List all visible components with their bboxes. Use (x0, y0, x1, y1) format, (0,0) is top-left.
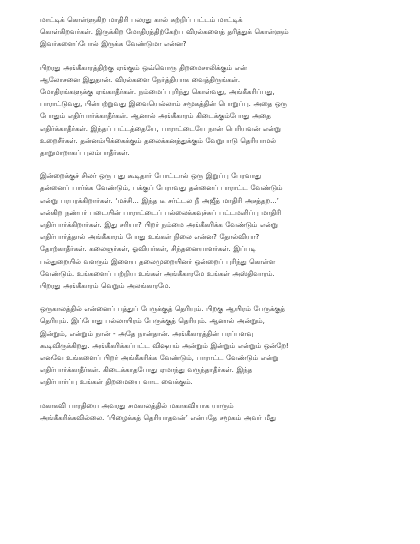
paragraph-1 (40, 14, 382, 51)
text-line: இன்றும், என்றும் நான் - அதே நான்தான். அங்கீகாரத்தின் பரப்பளவு (40, 329, 254, 338)
text-line: பிறரது அங்கீகாரத்திற்கு ஏங்கும் ஒவ்வொரு திறமைசாலிக்கும் என் (40, 63, 247, 72)
text-line: வேண்டும். உங்களைப் பற்றிய உங்கள் அங்கீகாரமே உங்கள் அஸ்திவாரம். (40, 269, 275, 278)
paragraph-5 (40, 400, 382, 424)
text-line: கொள்கிறவர்கள். இருக்கிற மோதிரத்திற்கேற்ப விரல்களைத் தரித்துக் கொள்ளும் (40, 28, 289, 37)
text-line: என்று பரபரக்கிறார்கள். ‘மச்சி... இந்த டீ சர்ட்டல நீ அஜீத் மாதிரி அசத்தற...’ (40, 196, 279, 205)
text-line: ஒருகாலத்தில் என்னைப் பத்துப் பேருக்குத் தெரியும். பிறகு ஆயிரம் பேருக்குத் (40, 305, 285, 314)
text-line: மகாகவி பாரதியை அவரது சமகாலத்தில் மகாகவியாக யாரும் (40, 401, 234, 410)
text-line: பாராட்டுவது, பின்பற்றுவது இவையெல்லாம் சமூகத்தின் பொறுப்பு. அதை ஒரு (40, 100, 288, 109)
text-line: என்கிற நண்பர் படையின் பாராட்டைப் பல்லைக்கவுச்சுப் பட்டமளிப்பு மாதிரி (40, 208, 282, 217)
text-line: தாறுமாறாகப் புலம்பாதீர்கள். (40, 149, 130, 158)
text-line: இன்றைக்குச் சிலர் ஒரு புது கூடிதார் போட்டால் ஒரு இறுப்பு பேரவாது (40, 172, 262, 181)
text-line: எதிர்பார்க்காதீர்கள். கிடைக்காதபோது ஏமாந்து வருந்தாதீர்கள். இந்த (40, 366, 253, 375)
text-line: எனவே உங்களைப் பிறர் அங்கீகரிக்க வேண்டும், பாராட்ட வேண்டும் என்று (40, 354, 279, 363)
text-line: மாட்டிக் கொள்ளுகிற மாதிரி பலரது கால் சுற்றிப் பட்டம் மாட்டிக் (40, 16, 243, 24)
text-line: இவர்களைப்போல் இருக்க வேண்டுமா என்ன? (40, 40, 187, 49)
paragraph-4 (40, 303, 382, 388)
text-line: பிறரது அங்கீகாரம் வெறும் அலங்காரமே. (40, 282, 171, 291)
text-line: தன்னைப் பார்க்க வேண்டும், பக்குப் பேராவது தன்னைப் பாராட்ட வேண்டும் (40, 184, 283, 193)
text-line: தெரியும். இப்போது பல்லாயிரம் பேருக்குத் தெரியும். ஆனால் அன்றும், (40, 317, 265, 326)
paragraph-3 (40, 170, 382, 292)
text-line: எதிர்பார்க்கிறார்கள். இது சரியா? பிறர் நம்மை அங்கீகரிக்க வேண்டும் என்று (40, 221, 278, 230)
text-line: எதிர்பார்ப்பு உங்கள் திறமையை வாட வைக்கும். (40, 378, 193, 387)
text-line: எதிர்க்காதீர்கள். இந்தப் பட்டத்தையே, பாராட்டையே நான் பெரியவன் என்று (40, 124, 281, 133)
text-line: எதிர்பார்த்தால் அங்கீகாரம் போது உங்கள் நிலை என்ன? தோல்வியா? (40, 233, 260, 242)
text-line: தோற்காதீர்கள். கலைஞர்கள், ஓவியர்கள், சிந்தனையாளர்கள். இப்படி (40, 245, 256, 254)
text-line: கூடிவிருக்கிறது. அங்கீகரிக்கப்பட்ட விஷயம் அன்றும் இன்றும் என்றும் ஒன்றே! (40, 341, 289, 350)
text-line: மோதிரங்களுக்கு ஏங்காதீர்கள். நம்மைப் புரிந்து கொள்வது, அங்கீகரிப்பது, (40, 88, 275, 97)
text-line: உறைசீர்கள். தன்னம்பிக்கைக்கும் தலைக்கனத்துக்கும் வேறுபாடு தெரியாமல் (40, 136, 276, 145)
text-line: பல்துறையில் வளரும் இளைய தலைமுறையினர் ஒன்றைப் புரிந்து கொள்ள (40, 257, 276, 266)
text-line: போதும் எதிர்பார்க்காதீர்கள். ஆனால் அங்கீகாரம் கிடைக்கும்போது அதை (40, 112, 271, 121)
paragraph-2 (40, 62, 382, 160)
text-line: அங்கீகரிக்கவில்லை. ‘பிழைக்கத் தெரியாதவன்’ என்பதே சமூகம் அவர் மீது (40, 413, 276, 422)
text-line: ஆலோசனை இதுதான். விரல்களை நேர்த்தியாக வைத்திருங்கள். (40, 75, 241, 84)
